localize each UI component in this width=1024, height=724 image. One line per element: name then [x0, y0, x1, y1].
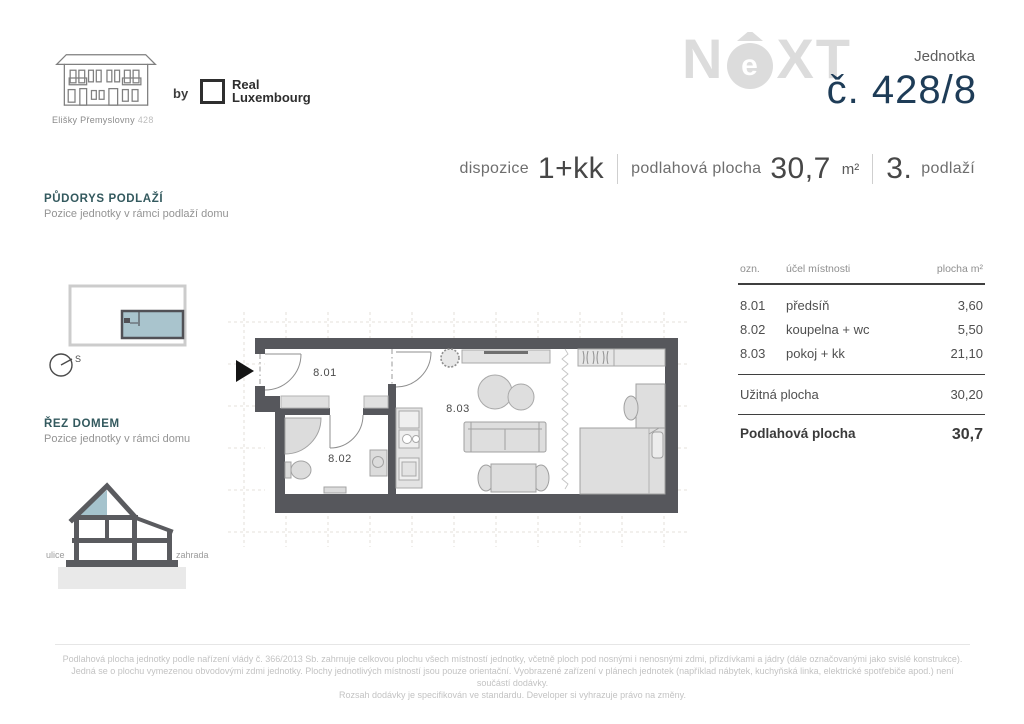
- bed: [580, 428, 665, 494]
- unit-floor-plan: [228, 312, 688, 552]
- summary-storey: 3. podlaží: [886, 152, 975, 185]
- dining-set: [478, 464, 549, 492]
- watermark-n: N: [682, 27, 725, 90]
- section-walls: [66, 515, 178, 567]
- brand-square-icon: [200, 79, 225, 104]
- kitchenette: [396, 408, 422, 488]
- garden-label: zahrada: [176, 550, 209, 560]
- summary-bar: [460, 152, 976, 186]
- areas-table: [738, 263, 985, 444]
- tv-sideboard: [462, 350, 550, 363]
- footer-divider: [55, 644, 970, 645]
- areas-table-header: [738, 263, 985, 283]
- summary-separator: [617, 154, 618, 184]
- unit-label: Jednotka: [914, 48, 975, 65]
- coffee-table: [478, 375, 512, 409]
- minimap-unit-highlight: [122, 311, 183, 338]
- compass-north-label: S: [75, 354, 82, 364]
- building-logo: [52, 46, 162, 125]
- table-row: 8.03 pokoj + kk 21,10: [740, 346, 983, 361]
- wardrobe: [578, 349, 665, 366]
- usable-area-row: Užitná plocha 30,20: [740, 387, 983, 402]
- street-label: ulice: [46, 550, 65, 560]
- brand-logo: [200, 78, 311, 104]
- room-label-bath: 8.02: [328, 453, 352, 465]
- disclaimer-line: Rozsah dodávky je specifikován ve standardu. Developer si vyhrazuje právo na změny.: [338, 690, 686, 700]
- by-label: by: [173, 86, 189, 101]
- house-cross-section: [28, 468, 218, 595]
- coffee-table: [508, 384, 534, 410]
- footer-disclaimer: [55, 653, 970, 701]
- brand-name: Real Luxembourg: [232, 77, 311, 105]
- entrance-arrow-icon: [236, 360, 254, 382]
- disclaimer-line: Jedná se o plochu vymezenou obvodovými zdmi jednotky. Plochy jednotlivých místností jsou pouze orientační. Vyobrazené zařízení v plánech jednotek (například nábytek, kuchyňská linka, elektrické spotřebiče apod.) není součástí dodávky.: [71, 666, 954, 688]
- table-row: 8.02 koupelna + wc 5,50: [740, 322, 983, 337]
- section-cut-subtitle: Pozice jednotky v rámci domu: [44, 433, 191, 445]
- summary-disposition: dispozice 1+kk: [459, 152, 605, 185]
- disclaimer-line: Podlahová plocha jednotky podle nařízení vlády č. 366/2013 Sb. zahrnuje celkovou plochu všech místností jednotky, včetně ploch pod nosnými i nenosnými zdmi, přizdívkami a jádry (dále označovanými jako svislé konstrukce).: [62, 654, 963, 664]
- floorplan-section-title: PŮDORYS PODLAŽÍ: [44, 193, 164, 205]
- table-row: 8.01 předsíň 3,60: [740, 298, 983, 313]
- room-label-room: 8.03: [446, 403, 470, 415]
- col-purpose: účel místnosti: [786, 263, 851, 275]
- ground-slab: [58, 567, 186, 589]
- sofa: [464, 422, 546, 452]
- compass-icon: [50, 354, 81, 376]
- section-cut-header: [44, 418, 190, 445]
- room-label-hall: 8.01: [313, 367, 337, 379]
- floorplan-section-header: [44, 193, 229, 220]
- watermark-xt: XT: [776, 27, 853, 90]
- section-cut-title: ŘEZ DOMEM: [44, 418, 120, 430]
- plant-icon: [441, 349, 459, 367]
- building-sketch-icon: [52, 46, 160, 108]
- building-logo-caption: Elišky Přemyslovny 428: [52, 115, 154, 125]
- total-area-row: Podlahová plocha 30,7: [740, 426, 983, 443]
- watermark-e-disc-icon: e: [727, 43, 773, 89]
- col-code: ozn.: [740, 263, 760, 275]
- watermark-hat-icon: [737, 30, 763, 41]
- summary-floor-area: podlahová plocha 30,7 m²: [631, 152, 860, 185]
- storey-minimap: [40, 278, 210, 385]
- col-area: plocha m²: [936, 263, 983, 275]
- unit-number: č. 428/8: [826, 68, 977, 112]
- floorplan-section-subtitle: Pozice jednotky v rámci podlaží domu: [44, 208, 229, 220]
- summary-separator: [872, 154, 873, 184]
